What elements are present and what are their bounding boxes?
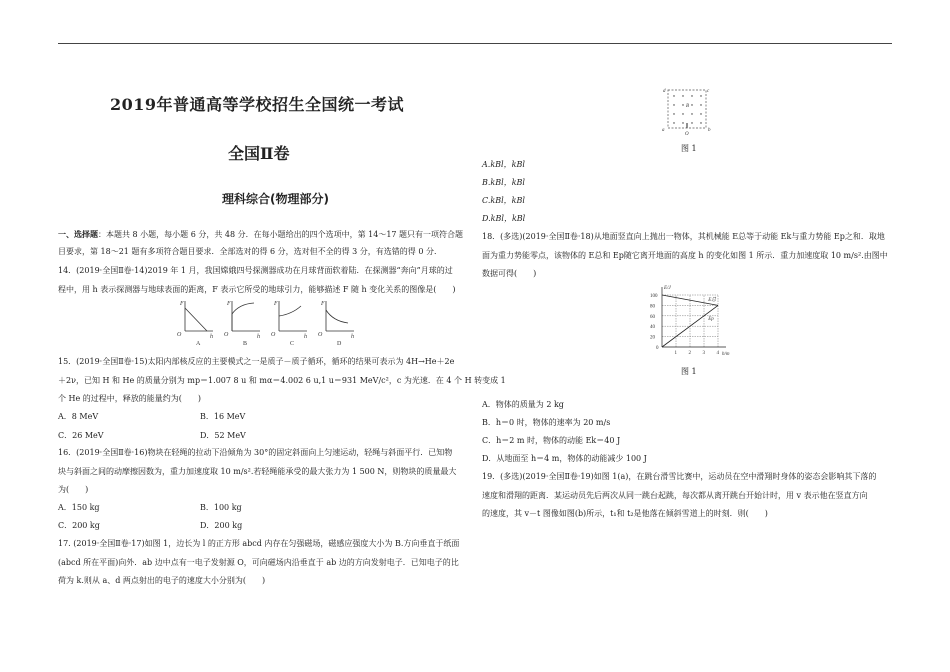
y-tick-label: 100 <box>650 294 658 299</box>
q18-option-c: C．h＝2 m 时，物体的动能 Ek＝40 J <box>482 436 621 445</box>
svg-text:h: h <box>257 334 260 340</box>
graph-a <box>177 301 213 346</box>
svg-text:h: h <box>304 334 307 340</box>
q17-option-c: C.kBl，kBl <box>482 196 525 205</box>
q17-line-3: 荷为 k.则从 a、d 两点射出的电子的速度大小分别为( ) <box>58 576 266 585</box>
figure-2-caption: 图 1 <box>681 367 697 376</box>
q14-graphs-figure <box>170 298 360 346</box>
legend-ep: Ep <box>708 316 714 322</box>
q18-option-b: B．h＝0 时，物体的速率为 20 m/s <box>482 418 611 427</box>
intro-line-1 <box>58 229 463 240</box>
q17-line-2: (abcd 所在平面)向外．ab 边中点有一电子发射源 O，可向磁场内沿垂直于 ab 边的方向发射电子．已知电子的比 <box>58 558 459 567</box>
field-dot <box>691 122 692 123</box>
field-dot <box>673 95 674 96</box>
intro-text: ：本题共 8 小题，每小题 6 分，共 48 分．在每小题给出的四个选项中，第 14～17 题只有一项符合题 <box>98 230 464 239</box>
field-dot <box>682 95 683 96</box>
svg-text:b: b <box>708 128 711 133</box>
field-dot <box>682 113 683 114</box>
q15-line-2: ＋2ν，已知 H 和 He 的质量分别为 mp＝1.007 8 u 和 mα＝4.002 6 u,1 u＝931 MeV/c²，c 为光速．在 4 个 H 转变成 1 <box>58 376 506 385</box>
graph-d <box>318 301 354 346</box>
q16-option-b: B．100 kg <box>200 503 242 512</box>
svg-text:F: F <box>274 301 278 307</box>
exam-title: 2019年普通高等学校招生全国统一考试 <box>110 95 405 114</box>
y-tick-label: 80 <box>650 304 655 310</box>
intro-line-2: 目要求，第 18～21 题有多项符合题目要求．全部选对的得 6 分，选对但不全的得 3 分，有选错的得 0 分． <box>58 247 442 256</box>
field-dot <box>691 104 692 105</box>
field-dot <box>673 113 674 114</box>
svg-text:F: F <box>227 301 231 307</box>
svg-text:A: A <box>196 341 201 346</box>
q16-option-d: D．200 kg <box>200 521 243 530</box>
y-tick-label: 20 <box>650 335 655 341</box>
q16-option-a: A．150 kg <box>58 503 100 512</box>
q18-line-2: 面为重力势能零点，该物体的 E总和 Ep随它离开地面的高度 h 的变化如图 1 所示．重力加速度取 10 m/s².由图中 <box>482 251 888 260</box>
legend-etotal: E总 <box>708 298 717 304</box>
svg-text:F: F <box>321 301 325 307</box>
field-dot <box>700 113 701 114</box>
x-axis-label: h/m <box>722 352 730 357</box>
q14-line-2: 程中，用 h 表示探测器与地球表面的距离，F 表示它所受的地球引力，能够描述 F 随 h 变化关系的图像是( ) <box>58 285 456 294</box>
x-tick-label: 3 <box>702 351 705 356</box>
svg-text:h: h <box>351 334 354 340</box>
q15-option-d: D．52 MeV <box>200 431 246 440</box>
q16-line-2: 块与斜面之间的动摩擦因数为，重力加速度取 10 m/s².若轻绳能承受的最大张力为 1 500 N，则物块的质量最大 <box>58 467 457 476</box>
q17-option-a: A.kBl，kBl <box>482 160 525 169</box>
svg-text:O: O <box>318 332 323 338</box>
y-axis-label: E/J <box>664 286 671 291</box>
graph-c <box>271 301 307 346</box>
intro-label: 一、选择题 <box>58 229 98 239</box>
svg-text:a: a <box>662 128 665 133</box>
svg-text:F: F <box>180 301 184 307</box>
section-title: 理科综合(物理部分) <box>222 192 329 206</box>
y-tick-label: 40 <box>650 325 655 331</box>
energy-height-chart <box>648 283 738 358</box>
q18-line-1: 18．(多选)(2019·全国Ⅱ卷·18)从地面竖直向上抛出一物体，其机械能 E总等于动能 Ek与重力势能 Ep之和．取地 <box>482 232 885 241</box>
q15-option-a: A．8 MeV <box>58 412 99 421</box>
svg-text:B: B <box>686 104 690 109</box>
q15-line-1: 15．(2019·全国Ⅱ卷·15)太阳内部核反应的主要模式之一是质子－质子循环，循环的结果可表示为 4H→He＋2e <box>58 357 455 366</box>
x-tick-label: 2 <box>688 351 691 356</box>
q19-line-3: 的速度，其 v－t 图像如图(b)所示，t₁和 t₂是他落在倾斜雪道上的时刻．则( ) <box>482 509 768 518</box>
field-dot <box>700 122 701 123</box>
x-tick-label: 0 <box>656 346 659 351</box>
exam-subtitle: 全国Ⅱ卷 <box>228 144 290 163</box>
field-dot <box>673 122 674 123</box>
q17-line-1: 17. (2019·全国Ⅱ卷·17)如图 1，边长为 l 的正方形 abcd 内存在匀强磁场，磁感应强度大小为 B.方向垂直于纸面 <box>58 539 460 548</box>
svg-text:O: O <box>224 332 229 338</box>
q17-option-b: B.kBl，kBl <box>482 178 525 187</box>
svg-text:O: O <box>177 332 182 338</box>
figure-1-caption: 图 1 <box>681 144 697 153</box>
q18-option-a: A．物体的质量为 2 kg <box>482 400 564 409</box>
svg-text:O: O <box>271 332 276 338</box>
q16-option-c: C．200 kg <box>58 521 100 530</box>
q15-option-b: B．16 MeV <box>200 412 246 421</box>
x-tick-label: 1 <box>674 351 677 356</box>
q15-option-c: C．26 MeV <box>58 431 104 440</box>
y-tick-label: 60 <box>650 314 655 320</box>
svg-text:C: C <box>290 341 295 346</box>
svg-text:d: d <box>663 89 666 94</box>
magnetic-field-figure <box>662 86 714 136</box>
q16-line-1: 16．(2019·全国Ⅱ卷·16)物块在轻绳的拉动下沿倾角为 30°的固定斜面向上匀速运动，轻绳与斜面平行．已知物 <box>58 448 453 457</box>
graph-b <box>224 301 260 346</box>
field-dot <box>682 104 683 105</box>
svg-text:B: B <box>243 341 248 346</box>
q18-option-d: D．从地面至 h＝4 m，物体的动能减少 100 J <box>482 454 647 463</box>
field-dot <box>700 95 701 96</box>
svg-text:h: h <box>210 334 213 340</box>
svg-text:D: D <box>337 341 342 346</box>
x-tick-label: 4 <box>716 351 719 356</box>
field-dot <box>691 113 692 114</box>
q16-line-3: 为( ) <box>58 485 89 494</box>
q19-line-2: 速度和滑翔的距离．某运动员先后两次从同一跳台起跳，每次都从离开跳台开始计时，用 v 表示他在竖直方向 <box>482 491 868 500</box>
field-dot <box>691 95 692 96</box>
svg-text:O: O <box>685 132 689 136</box>
q19-line-1: 19．(多选)(2019·全国Ⅱ卷·19)如图 1(a)，在跳台滑雪比赛中，运动员在空中滑翔时身体的姿态会影响其下落的 <box>482 472 877 481</box>
field-dot <box>682 122 683 123</box>
header-rule <box>58 43 892 44</box>
field-dot <box>700 104 701 105</box>
field-dot <box>673 104 674 105</box>
q15-line-3: 个 He 的过程中，释放的能量约为( ) <box>58 394 202 403</box>
svg-text:c: c <box>707 89 710 94</box>
q17-option-d: D.kBl，kBl <box>482 214 526 223</box>
q14-line-1: 14．(2019·全国Ⅱ卷·14)2019 年 1 月，我国嫦娥四号探测器成功在月球背面软着陆．在探测器“奔向”月球的过 <box>58 266 453 275</box>
q18-line-3: 数据可得( ) <box>482 269 537 278</box>
